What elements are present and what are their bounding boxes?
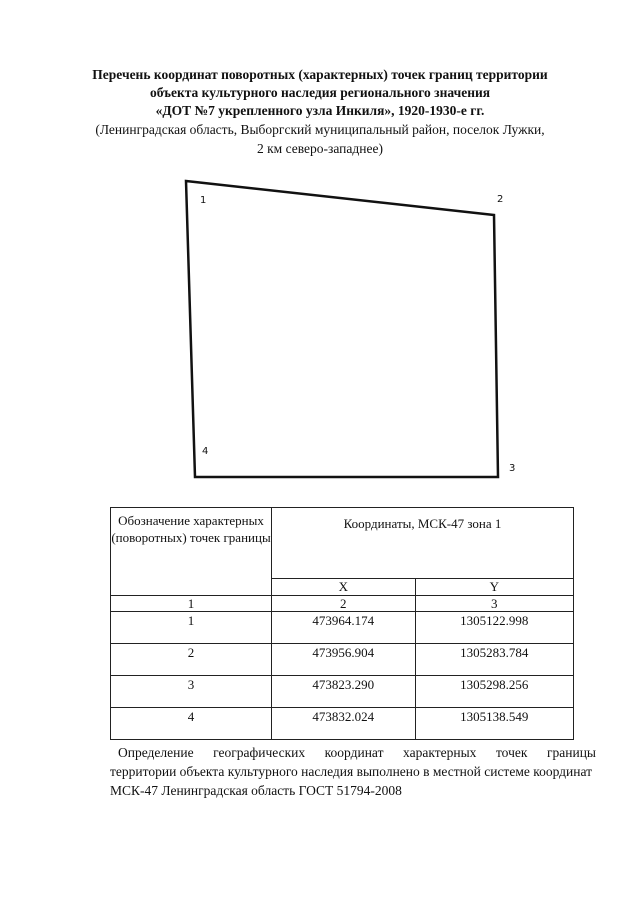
table-row — [111, 644, 574, 676]
col-number-3: 3 — [415, 596, 573, 612]
note-paragraph — [110, 743, 596, 800]
note-line-3: МСК-47 Ленинградская область ГОСТ 51794-2008 — [110, 783, 402, 798]
subtitle-line-1: (Ленинградская область, Выборгский муниципальный район, поселок Лужки, — [95, 122, 545, 137]
x-cell: 473956.904 — [272, 644, 416, 676]
y-cell: 1305122.998 — [415, 612, 573, 644]
point-cell: 4 — [111, 708, 272, 740]
column-numbers-row — [111, 596, 574, 612]
x-cell: 473832.024 — [272, 708, 416, 740]
header-x: X — [272, 579, 416, 596]
x-cell: 473964.174 — [272, 612, 416, 644]
point-label-3: 3 — [509, 463, 516, 474]
title-line-3: «ДОТ №7 укрепленного узла Инкиля», 1920-1930-е гг. — [155, 103, 485, 118]
point-label-2: 2 — [497, 194, 504, 205]
col-number-2: 2 — [272, 596, 416, 612]
header-coordinates: Координаты, МСК-47 зона 1 — [272, 508, 574, 579]
header-y: Y — [415, 579, 573, 596]
x-cell: 473823.290 — [272, 676, 416, 708]
y-cell: 1305138.549 — [415, 708, 573, 740]
point-cell: 1 — [111, 612, 272, 644]
title-line-1: Перечень координат поворотных (характерных) точек границ территории — [92, 67, 548, 82]
coordinates-table — [110, 507, 574, 740]
title-line-2: объекта культурного наследия регионального значения — [149, 85, 491, 100]
y-cell: 1305298.256 — [415, 676, 573, 708]
document-title — [60, 66, 580, 120]
table-row — [111, 676, 574, 708]
y-cell: 1305283.784 — [415, 644, 573, 676]
header-point-designation: Обозначение характерных (поворотных) точек границы — [111, 508, 272, 596]
note-line-2: территории объекта культурного наследия выполнено в местной системе координат — [110, 764, 593, 779]
document-subtitle — [60, 120, 580, 158]
point-cell: 3 — [111, 676, 272, 708]
table-row — [111, 612, 574, 644]
col-number-1: 1 — [111, 596, 272, 612]
point-label-4: 4 — [202, 446, 209, 457]
boundary-plan — [0, 170, 640, 490]
point-label-1: 1 — [200, 195, 207, 206]
note-line-1: Определение географических координат характерных точек границы — [118, 745, 596, 760]
table-row — [111, 708, 574, 740]
point-cell: 2 — [111, 644, 272, 676]
subtitle-line-2: 2 км северо-западнее) — [257, 141, 383, 156]
boundary-polygon — [186, 181, 498, 477]
